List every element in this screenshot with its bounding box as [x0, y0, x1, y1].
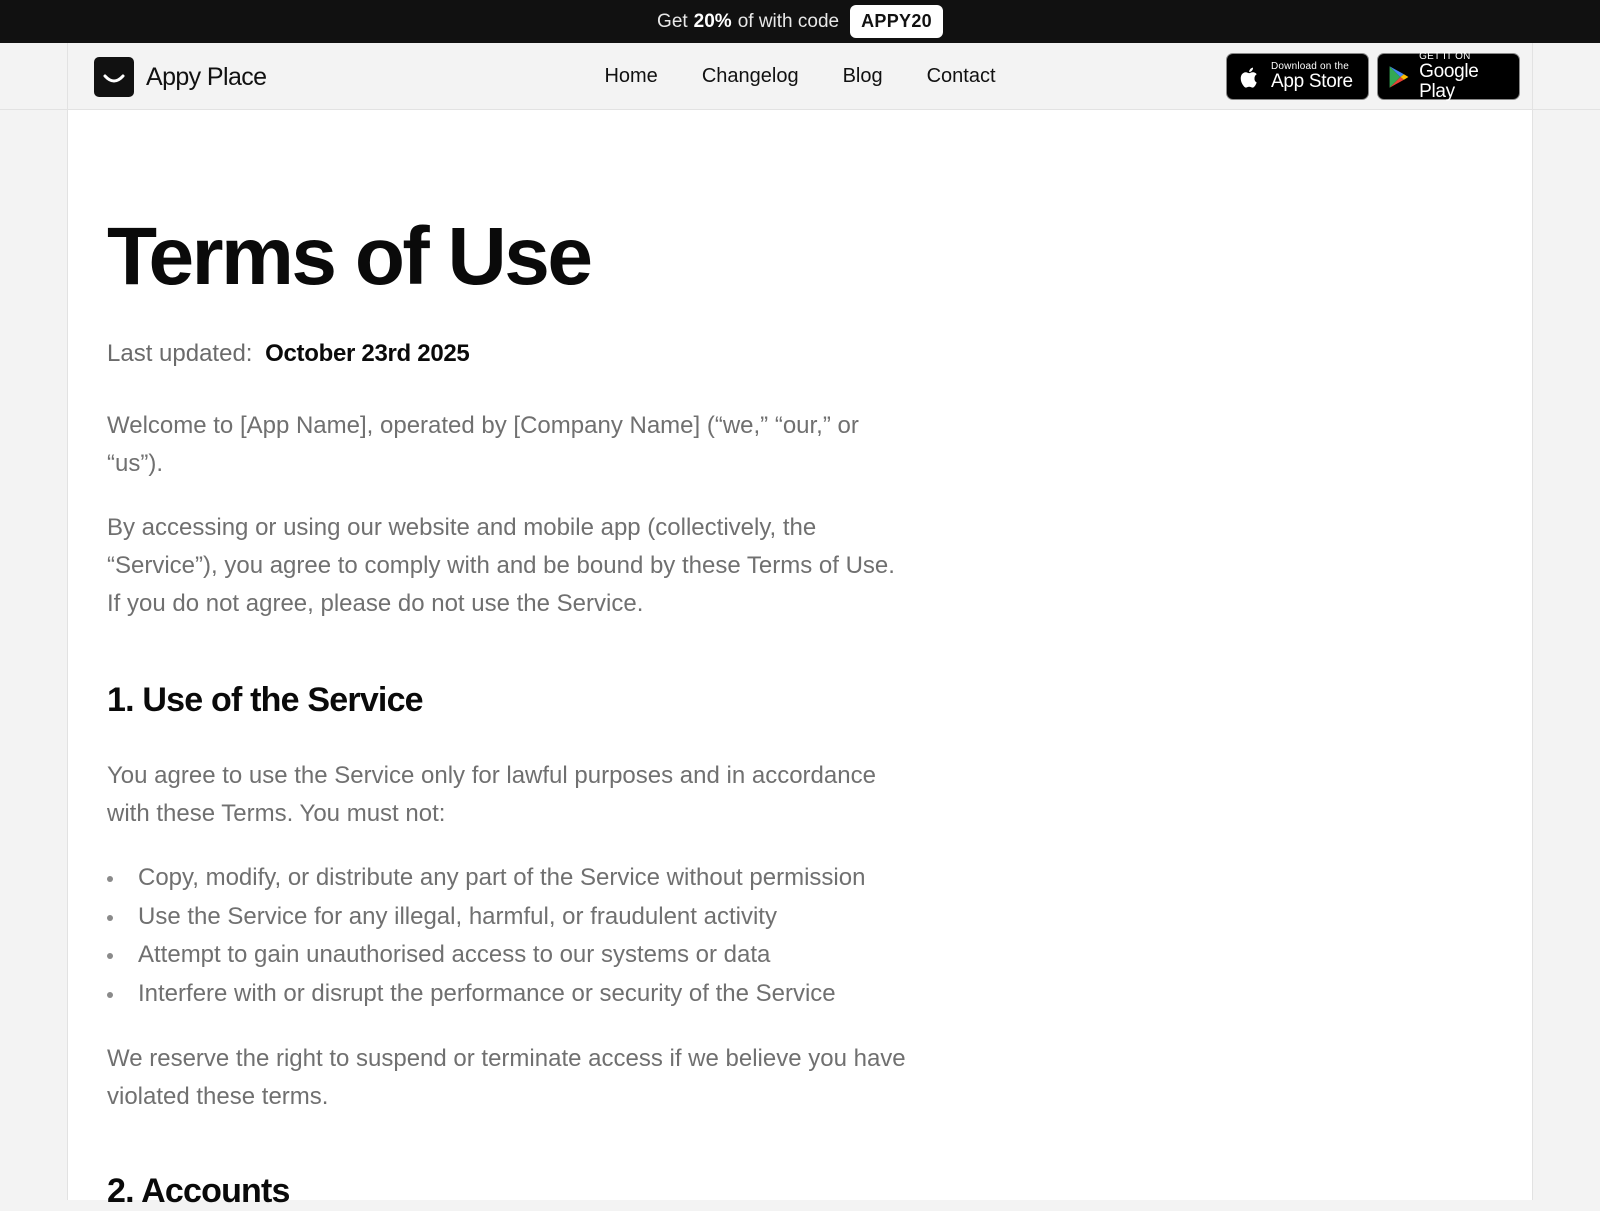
content-frame — [67, 110, 1533, 1210]
google-play-icon — [1386, 62, 1411, 92]
app-store-small-label: Download on the — [1271, 61, 1350, 72]
bullet-icon — [107, 992, 113, 998]
nav-home[interactable]: Home — [604, 65, 658, 87]
list-item: Copy, modify, or distribute any part of the Service without permission — [107, 859, 907, 898]
app-store-button[interactable] — [1226, 53, 1369, 100]
bullet-icon — [107, 876, 113, 882]
list-item: Attempt to gain unauthorised access to our systems or data — [107, 936, 907, 975]
google-play-small-label: GET IT ON — [1419, 51, 1471, 62]
nav-changelog[interactable]: Changelog — [701, 65, 799, 87]
nav-contact[interactable]: Contact — [926, 65, 996, 87]
google-play-label: Google Play — [1419, 61, 1479, 102]
prohibited-list — [107, 859, 907, 1013]
section-1-closing: We reserve the right to suspend or terminate access if we believe you have violated these terms. — [107, 1045, 906, 1110]
list-item: Use the Service for any illegal, harmful, or fraudulent activity — [107, 898, 907, 937]
logo-text: Appy Place — [146, 62, 267, 91]
section-1-heading: 1. Use of the Service — [107, 681, 423, 719]
last-updated — [107, 340, 469, 368]
app-store-label: App Store — [1271, 71, 1353, 92]
apple-icon — [1235, 62, 1263, 92]
google-play-button[interactable] — [1377, 53, 1520, 100]
promo-code-badge[interactable]: APPY20 — [850, 5, 943, 38]
agreement-paragraph: By accessing or using our website and mobile app (collectively, the “Service”), you agree to comply with and be bound by these Terms of Use. If you do not agree, please do not use the Service. — [107, 514, 895, 617]
intro-paragraph: Welcome to [App Name], operated by [Company Name] (“we,” “our,” or “us”). — [107, 412, 859, 477]
last-updated-label: Last updated: — [107, 340, 253, 367]
smile-logo-icon — [94, 57, 134, 97]
header-inner — [67, 43, 1533, 110]
site-header — [0, 43, 1600, 110]
logo-link[interactable] — [94, 57, 266, 97]
page-title: Terms of Use — [107, 211, 591, 302]
bullet-icon — [107, 953, 113, 959]
promo-discount: 20% — [693, 10, 732, 32]
bullet-icon — [107, 915, 113, 921]
google-play-text — [1419, 51, 1509, 102]
store-buttons — [1218, 53, 1520, 100]
nav-blog[interactable]: Blog — [842, 65, 883, 87]
promo-banner — [0, 0, 1600, 43]
section-1-lead: You agree to use the Service only for lawful purposes and in accordance with these Terms. You must not: — [107, 762, 876, 827]
promo-suffix: of with code — [737, 10, 840, 32]
promo-prefix: Get — [657, 10, 688, 32]
last-updated-date: October 23rd 2025 — [265, 340, 470, 367]
app-store-text — [1271, 61, 1353, 92]
section-2-heading: 2. Accounts — [107, 1172, 290, 1210]
list-item: Interfere with or disrupt the performance or security of the Service — [107, 975, 907, 1014]
